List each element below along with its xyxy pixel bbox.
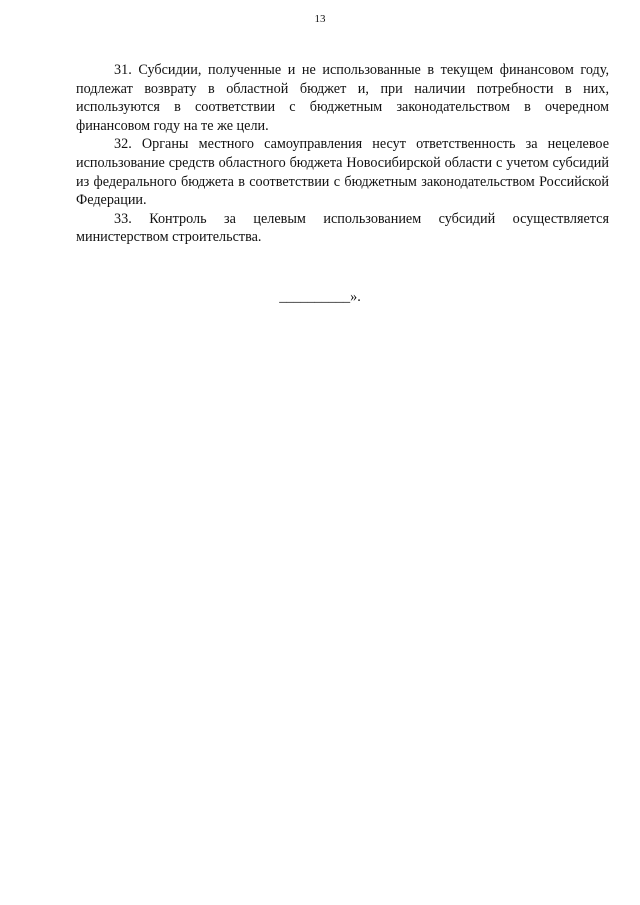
closing-line: __________». bbox=[279, 289, 361, 305]
paragraph-31: 31. Субсидии, полученные и не использованные в текущем финансовом году, подлежат возврату в областной бюджет и, при наличии потребности в них, используются в соответствии с бюджетным законодательством в очередном финансовом году на те же цели. bbox=[76, 62, 609, 134]
document-body bbox=[76, 61, 609, 247]
paragraph-33: 33. Контроль за целевым использованием субсидий осуществляется министерством строительства. bbox=[76, 210, 609, 246]
paragraph-32: 32. Органы местного самоуправления несут ответственность за нецелевое использование средств областного бюджета Новосибирской области с учетом субсидий из федерального бюджета в соответствии с бюджетным законодательством Российской Федерации. bbox=[76, 136, 609, 209]
page-number: 13 bbox=[314, 13, 326, 25]
